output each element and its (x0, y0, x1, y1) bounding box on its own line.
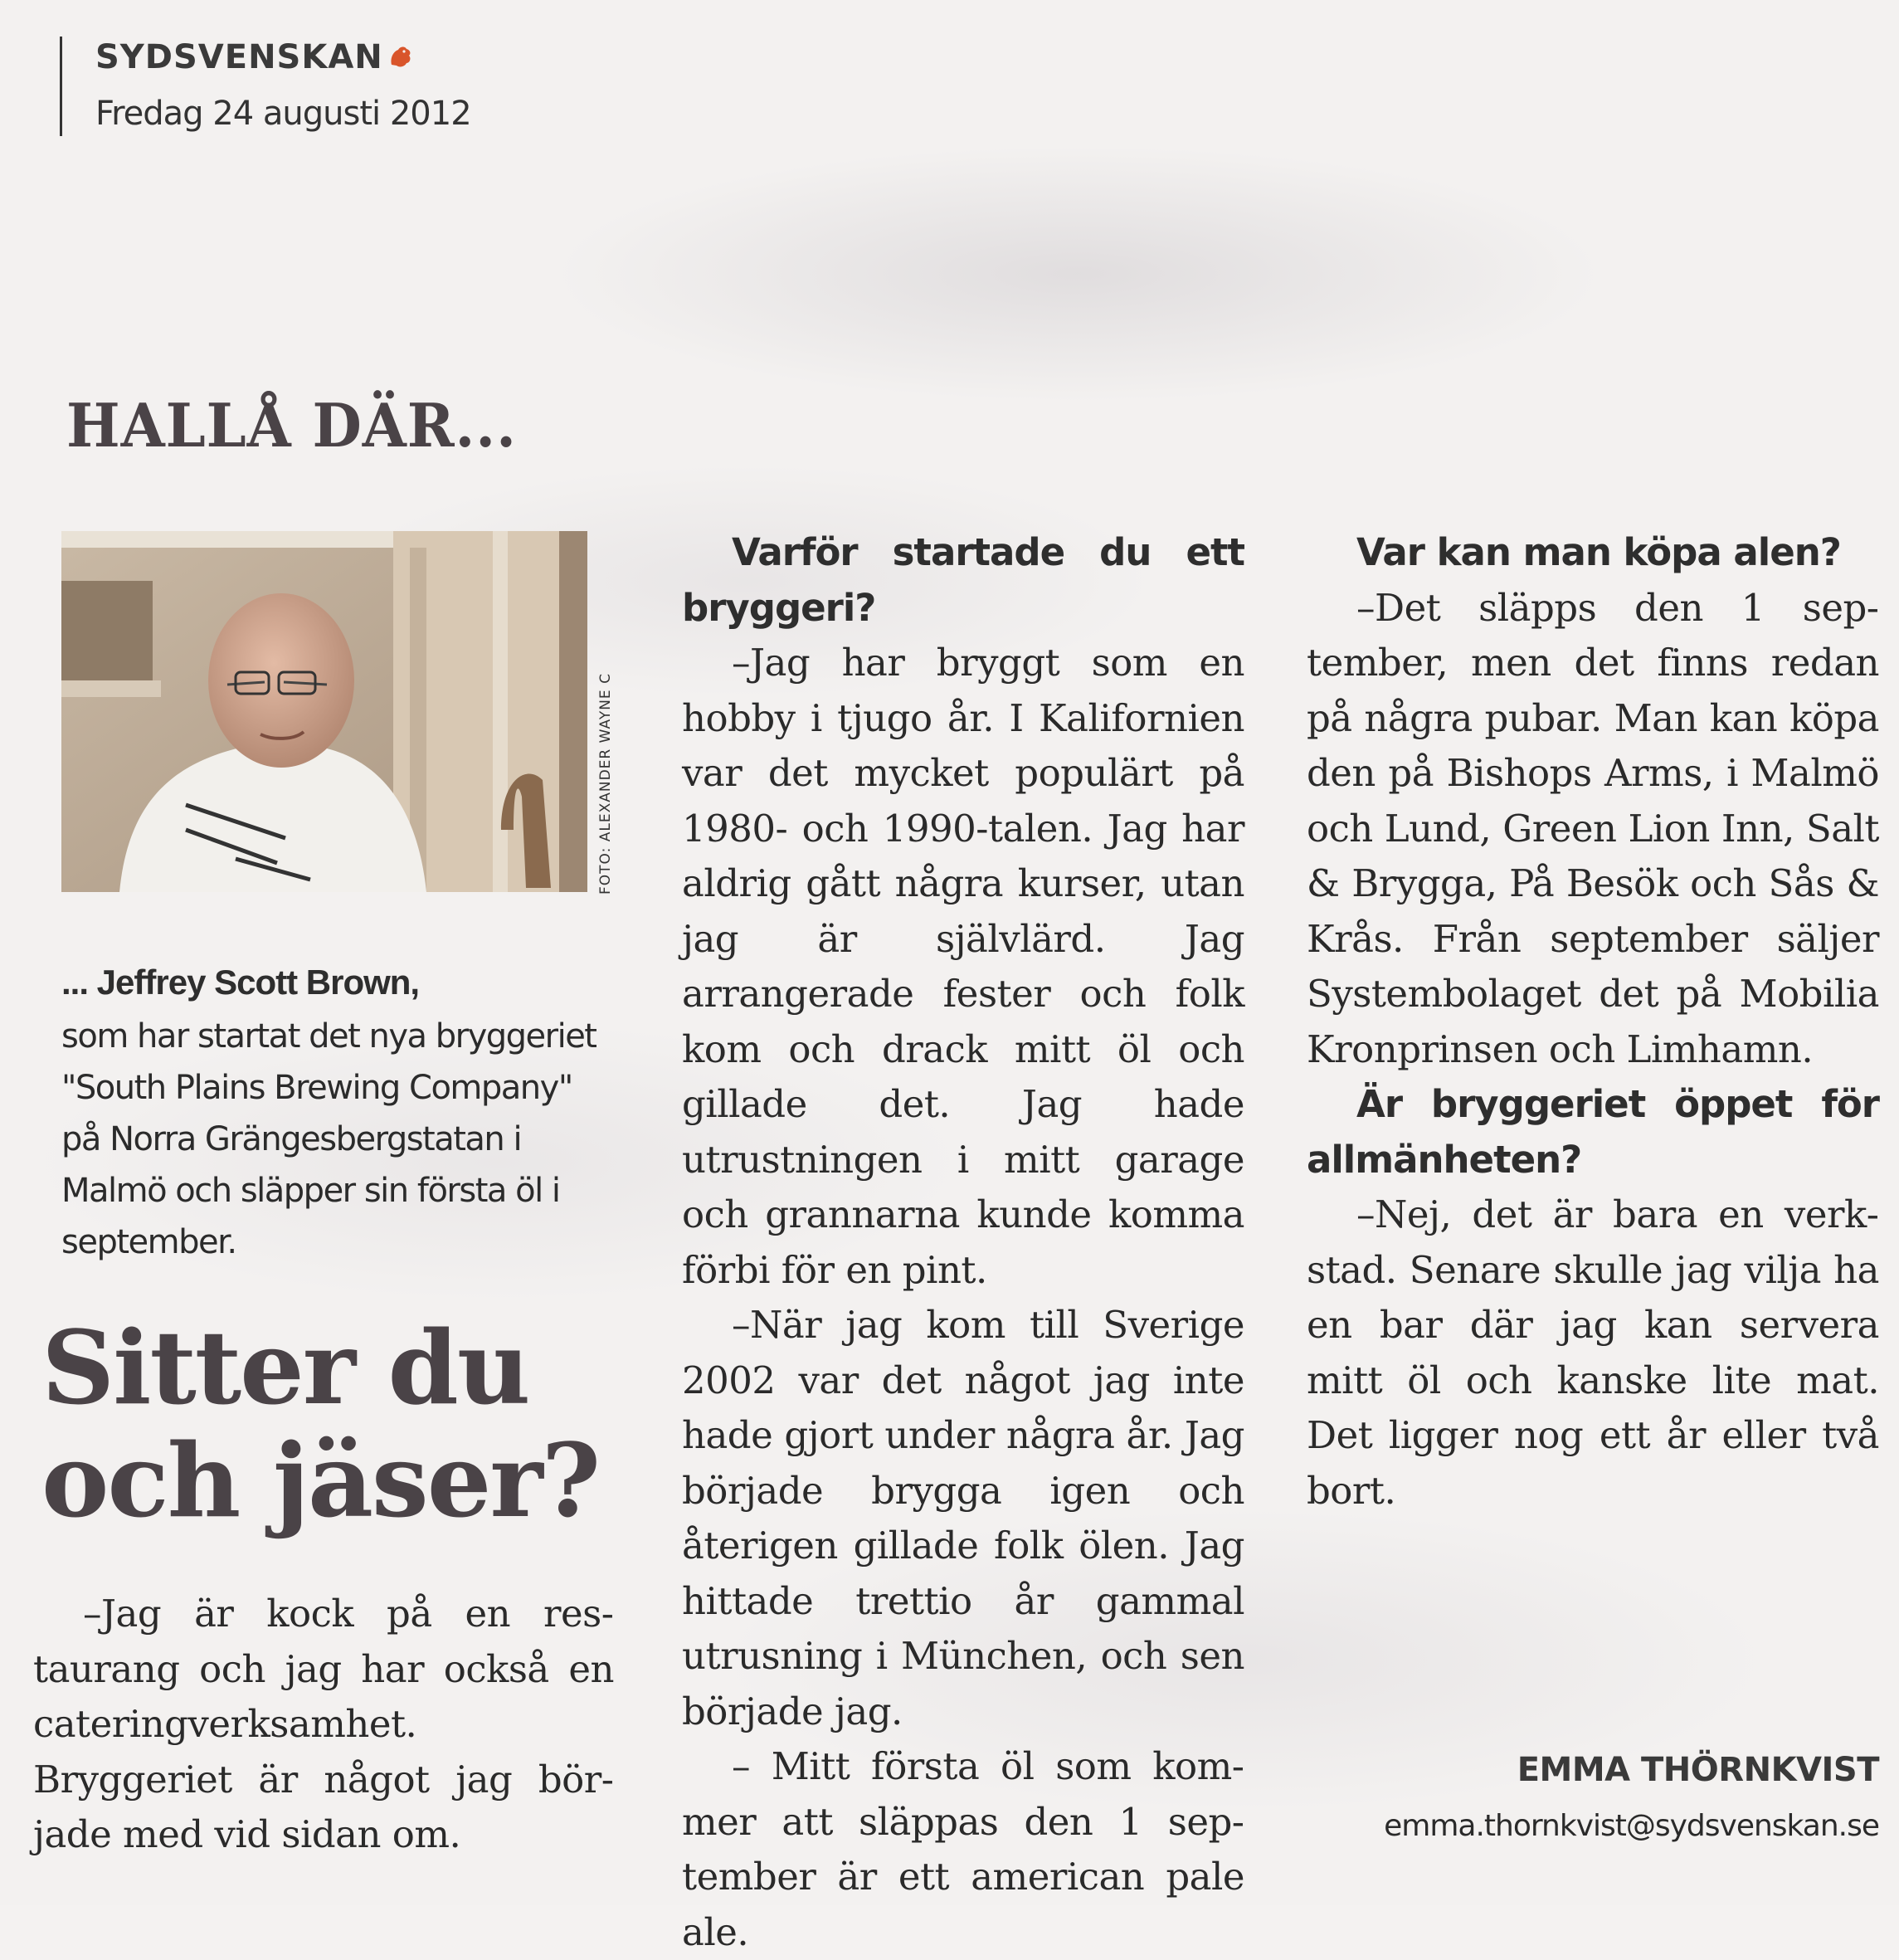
answer-paragraph: –Jag är kock på en restaurang och jag har också en cateringverksamhet. Bryggeriet är något jag började med vid sidan om. (33, 1592, 614, 1856)
question-heading: Är bryggeriet öppet för allmänheten? (1307, 1082, 1879, 1182)
interviewee-name: ... Jeffrey Scott Brown, (61, 963, 420, 1002)
author-email: emma.thornkvist@sydsvenskan.se (1384, 1809, 1879, 1843)
brand-logo (95, 38, 471, 76)
headline (41, 1308, 600, 1540)
question-heading: Var kan man köpa alen? (1356, 530, 1841, 574)
article-column-1 (33, 1587, 614, 1863)
answer-paragraph: –Nej, det är bara en verkstad. Senare skulle jag vilja ha en bar där jag kan servera mitt öl och kanske lite mat. Det ligger nog ett år eller två bort. (1307, 1192, 1879, 1513)
intro-text: som har startat det nya bryggeriet "South Plains Brewing Company" på Norra Grängesbergstatan i Malmö och släpper sin första öl i september. (61, 1017, 596, 1261)
article-column-3 (1307, 525, 1879, 1519)
answer-paragraph: –När jag kom till Sverige 2002 var det något jag inte hade gjort under några år. Jag började brygga igen och återigen gillade folk ölen. Jag hittade trettio år gammal utrusning i München, och sen började jag. (682, 1303, 1244, 1733)
question-heading: Varför startade du ett bryggeri? (682, 530, 1244, 630)
headline-line-2: och jäser? (41, 1421, 600, 1540)
skane-griffin-icon (387, 43, 415, 71)
author-byline: EMMA THÖRNKVIST (1517, 1751, 1879, 1789)
masthead (60, 37, 471, 136)
photo-credit: FOTO: ALEXANDER WAYNE C (597, 673, 614, 895)
answer-paragraph: –Det släpps den 1 september, men det finns redan på några pubar. Man kan köpa den på Bishops Arms, i Malmö och Lund, Green Lion Inn, Salt & Brygga, På Besök och Sås & Krås. Från september säljer Systembolaget det på Mobilia Kronprinsen och Limhamn. (1307, 585, 1879, 1071)
answer-paragraph: – Mitt första öl som kommer att släppas den 1 september är ett american pale ale. (682, 1744, 1244, 1954)
answer-paragraph: –Jag har bryggt som en hobby i tjugo år. I Kalifornien var det mycket populärt på 1980- och 1990-talen. Jag har aldrig gått några kurser, utan jag är självlärd. Jag arrangerade fester och folk kom och drack mitt öl och gillade det. Jag hade utrustningen i mitt garage och grannarna kunde komma förbi för en pint. (682, 641, 1244, 1292)
section-kicker: HALLÅ DÄR... (66, 390, 517, 461)
publication-date: Fredag 24 augusti 2012 (95, 95, 471, 133)
brand-name: SYDSVENSKAN (95, 38, 383, 76)
article-column-2 (682, 525, 1244, 1954)
portrait-photo (61, 531, 587, 892)
headline-line-1: Sitter du (41, 1308, 529, 1427)
portrait-image (61, 531, 587, 892)
